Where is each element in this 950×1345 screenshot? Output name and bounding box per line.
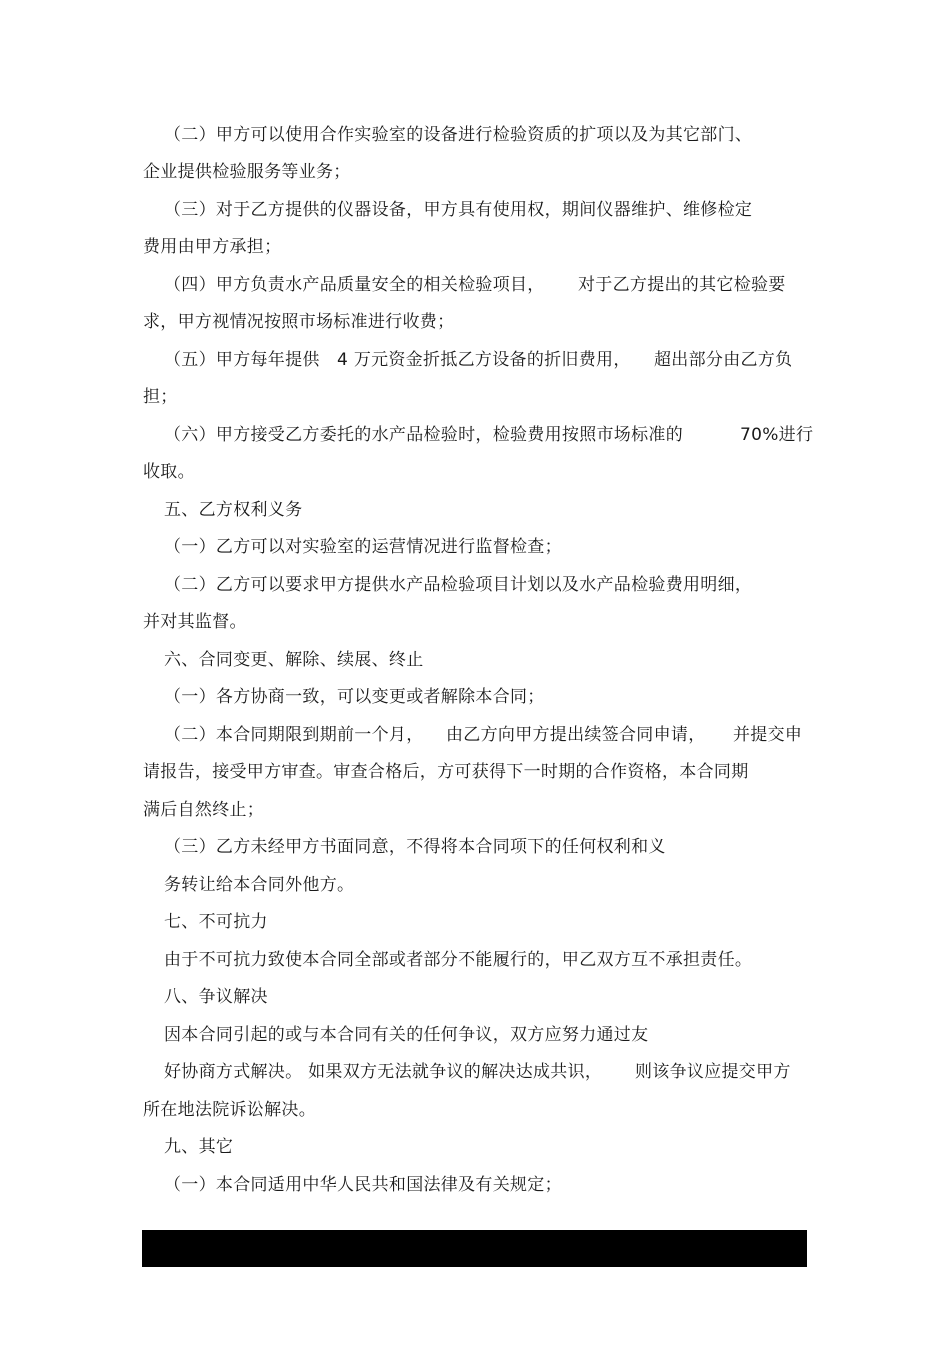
paragraph-line: （一）本合同适用中华人民共和国法律及有关规定； [164, 1175, 562, 1195]
section-heading: 八、争议解决 [164, 987, 268, 1007]
paragraph-line: 由乙方向甲方提出续签合同申请， [446, 725, 706, 745]
paragraph-line: 满后自然终止； [143, 800, 265, 820]
section-heading: 九、其它 [164, 1137, 234, 1157]
paragraph-line: （三）乙方未经甲方书面同意，不得将本合同项下的任何权利和义 [164, 837, 666, 857]
paragraph-line: 所在地法院诉讼解决。 [143, 1100, 316, 1120]
paragraph-line: 求，甲方视情况按照市场标准进行收费； [143, 312, 455, 332]
paragraph-line: 担； [143, 387, 178, 407]
paragraph-line: 因本合同引起的或与本合同有关的任何争议，双方应努力通过友 [164, 1025, 649, 1045]
section-heading: 六、合同变更、解除、续展、终止 [164, 650, 424, 670]
paragraph-line: 务转让给本合同外他方。 [164, 875, 355, 895]
paragraph-line: （六）甲方接受乙方委托的水产品检验时，检验费用按照市场标准的 [164, 425, 683, 445]
section-heading: 五、乙方权利义务 [164, 500, 303, 520]
paragraph-line: 并对其监督。 [143, 612, 247, 632]
paragraph-line: 费用由甲方承担； [143, 237, 282, 257]
paragraph-line: 超出部分由乙方负 [654, 350, 793, 370]
paragraph-line: （二）本合同期限到期前一个月， [164, 725, 424, 745]
paragraph-line: 好协商方式解决。 如果双方无法就争议的解决达成共识， [164, 1062, 603, 1082]
paragraph-line: 请报告，接受甲方审查。审查合格后，方可获得下一时期的合作资格，本合同期 [143, 762, 749, 782]
paragraph-line: 对于乙方提出的其它检验要 [578, 275, 786, 295]
paragraph-line: （一）各方协商一致，可以变更或者解除本合同； [164, 687, 545, 707]
paragraph-line: 则该争议应提交甲方 [635, 1062, 791, 1082]
paragraph-line: 4 万元资金折抵乙方设备的折旧费用， [337, 350, 631, 370]
paragraph-line: （一）乙方可以对实验室的运营情况进行监督检查； [164, 537, 562, 557]
paragraph-line: 并提交申 [733, 725, 803, 745]
paragraph-line: （四）甲方负责水产品质量安全的相关检验项目， [164, 275, 545, 295]
footer-bar [142, 1230, 807, 1267]
paragraph-line: （二）乙方可以要求甲方提供水产品检验项目计划以及水产品检验费用明细， [164, 575, 753, 595]
paragraph-line: 收取。 [143, 462, 195, 482]
paragraph-line: 70%进行 [740, 425, 814, 445]
paragraph-line: 企业提供检验服务等业务； [143, 162, 351, 182]
paragraph-line: 由于不可抗力致使本合同全部或者部分不能履行的，甲乙双方互不承担责任。 [164, 950, 753, 970]
paragraph-line: （二）甲方可以使用合作实验室的设备进行检验资质的扩项以及为其它部门、 [164, 125, 753, 145]
paragraph-line: （五）甲方每年提供 [164, 350, 320, 370]
paragraph-line: （三）对于乙方提供的仪器设备，甲方具有使用权，期间仪器维护、维修检定 [164, 200, 753, 220]
section-heading: 七、不可抗力 [164, 912, 268, 932]
